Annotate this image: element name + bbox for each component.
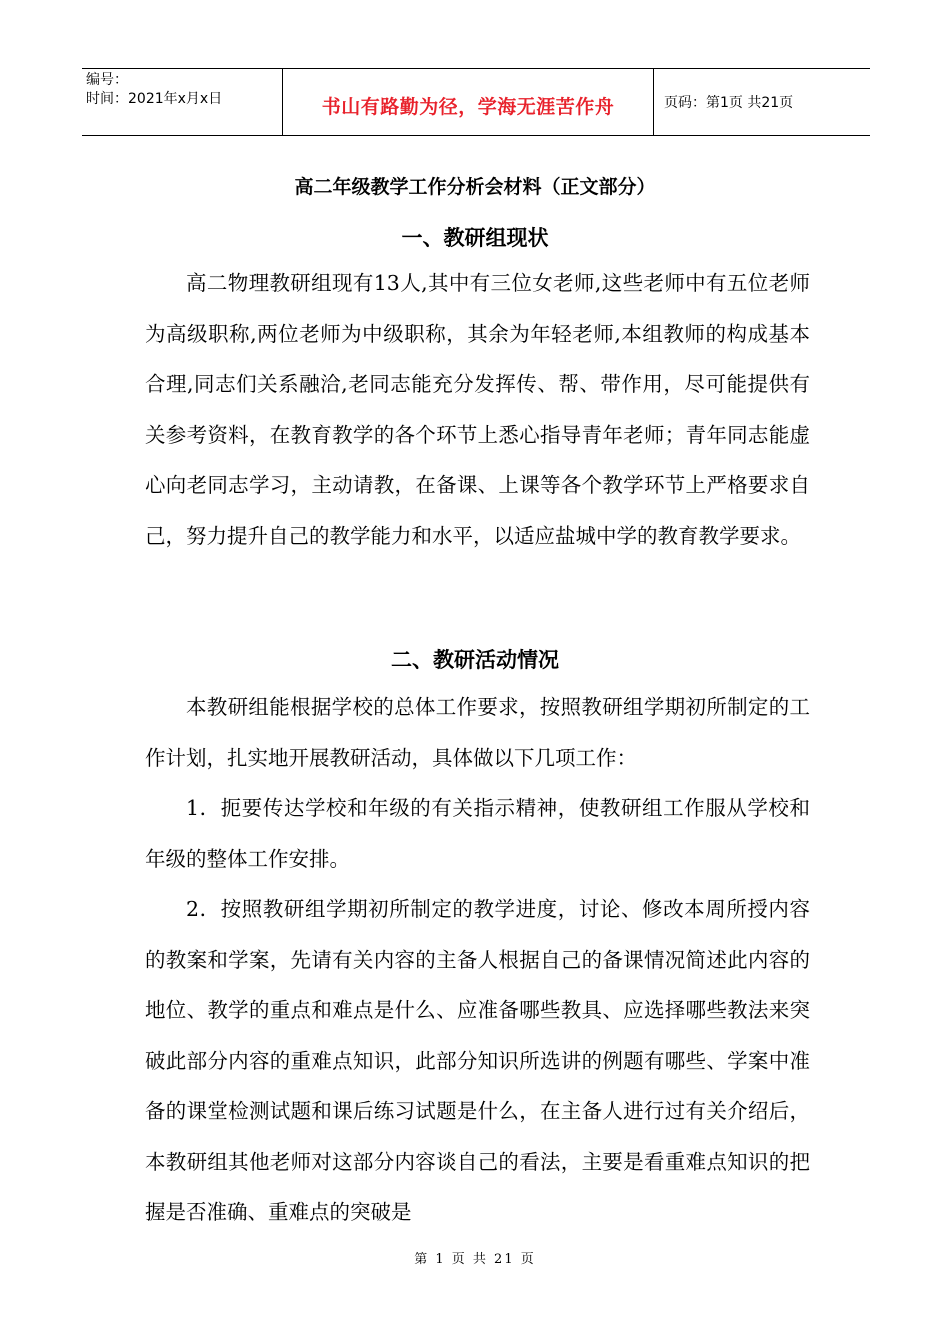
- document-title: 高二年级教学工作分析会材料（正文部分）: [294, 176, 656, 198]
- page-code-label: 页码：第1页 共21页: [664, 95, 794, 111]
- page-footer: 第 1 页 共 21 页: [414, 1252, 536, 1267]
- header-table: [82, 68, 870, 136]
- motto-text: 书山有路勤为径，学海无涯苦作舟: [321, 95, 615, 118]
- document-number-label: 编号：: [86, 72, 128, 88]
- header-meta-cell: [82, 69, 282, 135]
- section-1-heading: 一、教研组现状: [401, 226, 549, 250]
- section-1-paragraph: 高二物理教研组现有13人,其中有三位女老师,这些老师中有五位老师为高级职称,两位老师为中级职称，其余为年轻老师,本组教师的构成基本合理,同志们关系融洽,老同志能充分发挥传、帮、带作用，尽可能提供有关参考资料，在教育教学的各个环节上悉心指导青年老师；青年同志能虚心向老同志学习，主动请教，在备课、上课等各个教学环节上严格要求自己，努力提升自己的教学能力和水平，以适应盐城中学的教育教学要求。: [145, 271, 810, 548]
- section-2-heading: 二、教研活动情况: [391, 648, 559, 672]
- document-date-label: 时间：2021年x月x日: [86, 91, 223, 107]
- section-2-item-1: 1．扼要传达学校和年级的有关指示精神，使教研组工作服从学校和年级的整体工作安排。: [145, 796, 810, 871]
- section-2-paragraph-intro: 本教研组能根据学校的总体工作要求，按照教研组学期初所制定的工作计划，扎实地开展教研活动，具体做以下几项工作：: [145, 695, 810, 770]
- section-2-item-2: 2．按照教研组学期初所制定的教学进度，讨论、修改本周所授内容的教案和学案，先请有关内容的主备人根据自己的备课情况简述此内容的地位、教学的重点和难点是什么、应准备哪些教具、应选择哪些教法来突破此部分内容的重难点知识，此部分知识所选讲的例题有哪些、学案中准备的课堂检测试题和课后练习试题是什么，在主备人进行过有关介绍后，本教研组其他老师对这部分内容谈自己的看法，主要是看重难点知识的把握是否准确、重难点的突破是: [145, 897, 810, 1224]
- header-page-cell: [654, 69, 870, 135]
- header-motto-cell: [282, 69, 654, 135]
